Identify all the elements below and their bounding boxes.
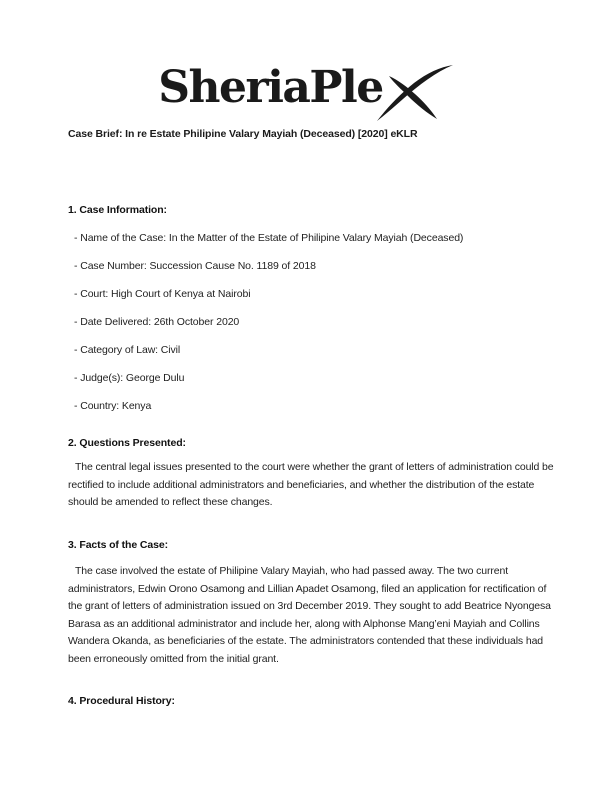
section-heading-facts-of-the-case: 3. Facts of the Case: — [68, 539, 169, 551]
document-title: Case Brief: In re Estate Philipine Valary Mayiah (Deceased) [2020] eKLR — [68, 128, 418, 140]
section-heading-questions-presented: 2. Questions Presented: — [68, 437, 186, 449]
section-heading-case-information: 1. Case Information: — [68, 204, 167, 216]
case-info-item-category: - Category of Law: Civil — [74, 344, 181, 356]
case-info-item-name: - Name of the Case: In the Matter of the Estate of Philipine Valary Mayiah (Deceased) — [74, 232, 464, 244]
case-info-item-date: - Date Delivered: 26th October 2020 — [74, 316, 240, 328]
logo-wordmark: SheriaPle — [158, 62, 383, 113]
logo — [0, 62, 612, 122]
case-info-item-judges: - Judge(s): George Dulu — [74, 372, 185, 384]
case-info-item-court: - Court: High Court of Kenya at Nairobi — [74, 288, 251, 300]
section-heading-procedural-history: 4. Procedural History: — [68, 695, 175, 707]
case-info-item-country: - Country: Kenya — [74, 400, 152, 412]
questions-presented-paragraph: The central legal issues presented to the court were whether the grant of letters of administration could be rectified to include additional administrators and beneficiaries, and whether the distribution of the estate should be amended to reflect these changes. — [68, 461, 554, 508]
case-info-item-number: - Case Number: Succession Cause No. 1189 of 2018 — [74, 260, 316, 272]
facts-of-the-case-paragraph: The case involved the estate of Philipine Valary Mayiah, who had passed away. The two current administrators, Edwin Orono Osamong and Lillian Apadet Osamong, filed an application for rectification of the grant of letters of administration issued on 3rd December 2019. They sought to add Beatrice Nyongesa Barasa as an additional administrator and include her, along with Alphonse Mang’eni Mayiah and Collins Wandera Okanda, as beneficiaries of the estate. The administrators contended that these individuals had been erroneously omitted from the initial grant. — [68, 565, 551, 665]
swoosh-x-icon — [374, 64, 454, 122]
